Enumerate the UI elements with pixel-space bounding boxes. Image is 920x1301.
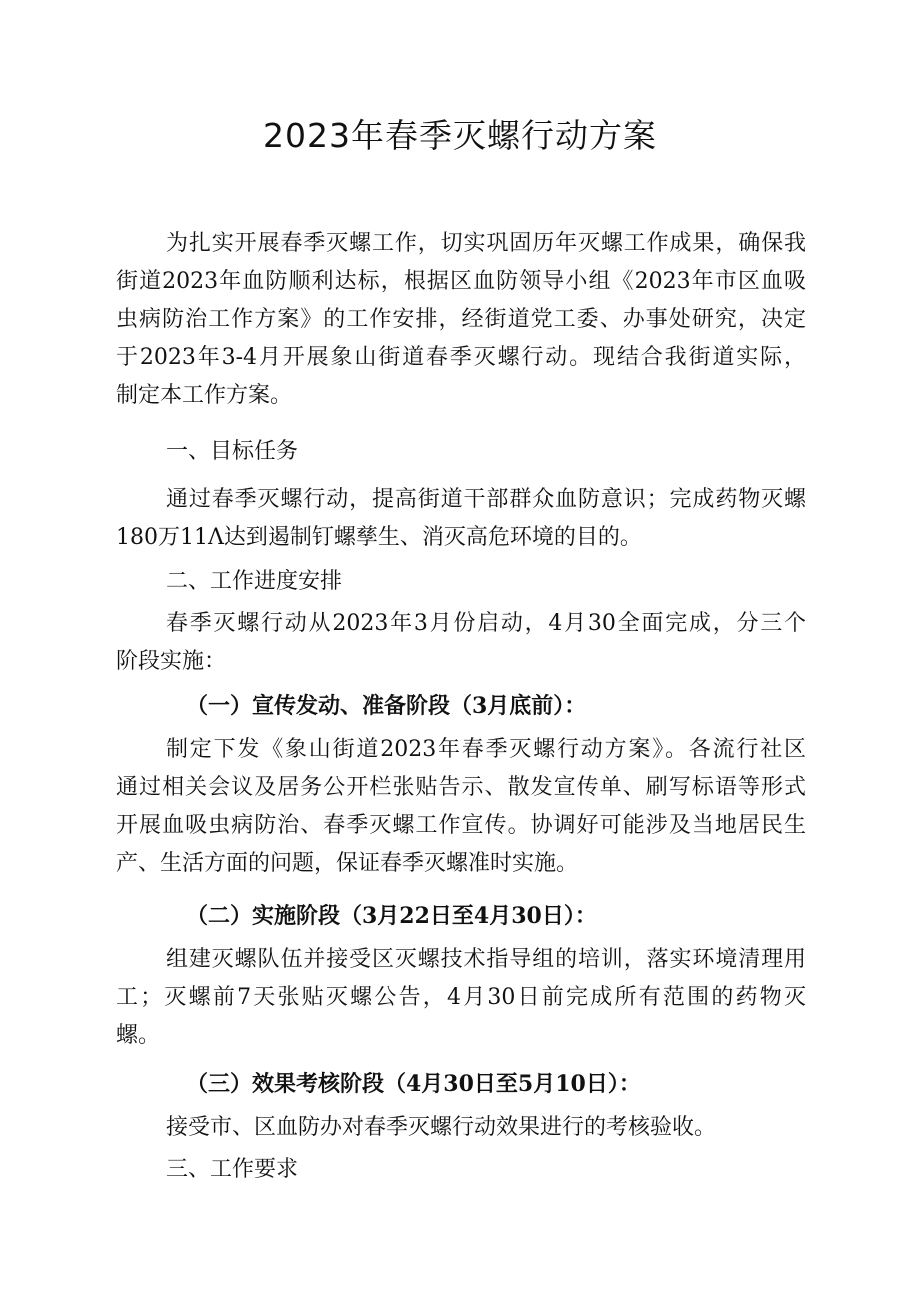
section-2-heading: 二、工作进度安排	[166, 569, 343, 594]
phase-3-line-1: 接受市、区血防办对春季灭螺行动效果进行的考核验收。	[166, 1115, 717, 1140]
phase-1-heading: （一）宣传发动、准备阶段（3月底前）：	[186, 693, 587, 719]
phase-1-line-1: 制定下发《象山街道2023年春季灭螺行动方案》。各流行社区	[166, 737, 806, 762]
section-1-heading: 一、目标任务	[166, 439, 299, 464]
intro-line-2: 街道2023年血防顺利达标，根据区血防领导小组《2023年市区血吸	[116, 269, 806, 294]
intro-line-1: 为扎实开展春季灭螺工作，切实巩固历年灭螺工作成果，确保我	[166, 231, 806, 256]
phase-2-line-2: 工；灭螺前7天张贴灭螺公告，4月30日前完成所有范围的药物灭	[116, 985, 806, 1010]
section-1-line-2: 180万11Λ达到遏制钉螺孳生、消灭高危环境的目的。	[116, 525, 642, 550]
intro-line-3: 虫病防治工作方案》的工作安排，经街道党工委、办事处研究，决定	[116, 307, 806, 332]
section-3-heading: 三、工作要求	[166, 1157, 299, 1182]
phase-2-line-1: 组建灭螺队伍并接受区灭螺技术指导组的培训，落实环境清理用	[166, 947, 806, 972]
section-1-line-1: 通过春季灭螺行动，提高街道干部群众血防意识；完成药物灭螺	[166, 487, 806, 512]
phase-1-line-4: 产、生活方面的问题，保证春季灭螺准时实施。	[116, 851, 579, 876]
phase-1-line-3: 开展血吸虫病防治、春季灭螺工作宣传。协调好可能涉及当地居民生	[116, 813, 806, 838]
section-2-line-2: 阶段实施：	[116, 649, 227, 674]
intro-line-5: 制定本工作方案。	[116, 383, 293, 408]
phase-3-heading: （三）效果考核阶段（4月30日至5月10日）：	[186, 1071, 641, 1097]
document-title: 2023年春季灭螺行动方案	[263, 116, 657, 155]
section-2-line-1: 春季灭螺行动从2023年3月份启动，4月30全面完成，分三个	[166, 611, 806, 636]
intro-line-4: 于2023年3-4月开展象山街道春季灭螺行动。现结合我街道实际，	[116, 345, 806, 370]
phase-2-heading: （二）实施阶段（3月22日至4月30日）：	[186, 903, 597, 929]
phase-1-line-2: 通过相关会议及居务公开栏张贴告示、散发宣传单、刷写标语等形式	[116, 775, 806, 800]
phase-2-line-3: 螺。	[116, 1023, 161, 1048]
